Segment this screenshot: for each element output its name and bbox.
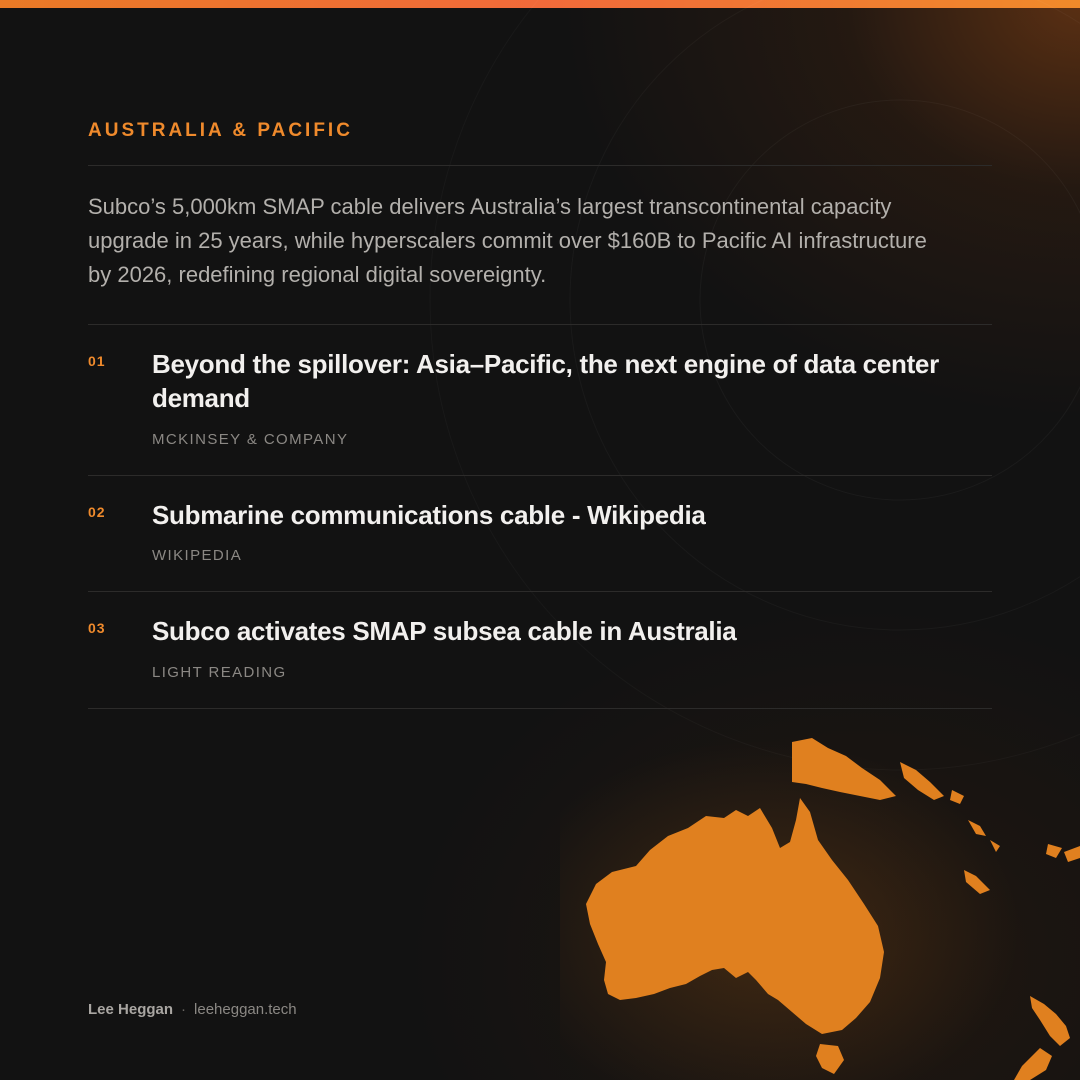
accent-bar — [0, 0, 1080, 8]
item-number: 01 — [88, 353, 106, 369]
divider — [88, 165, 992, 166]
footer-separator: · — [181, 1001, 187, 1018]
author-name: Lee Heggan — [88, 1001, 174, 1018]
region-heading: AUSTRALIA & PACIFIC — [88, 120, 353, 141]
divider — [88, 591, 992, 592]
article-title[interactable]: Submarine communications cable - Wikipedia — [152, 500, 706, 530]
divider — [88, 708, 992, 709]
summary-text: Subco’s 5,000km SMAP cable delivers Australia’s largest transcontinental capacity upgrade in 25 years, while hyperscalers commit over $160B to Pacific AI infrastructure by 2026, redefining regional digital sovereignty. — [88, 194, 927, 287]
divider — [88, 324, 992, 325]
website-link[interactable]: leeheggan.tech — [194, 1001, 297, 1018]
article-source: LIGHT READING — [152, 664, 287, 681]
item-number: 03 — [88, 620, 106, 636]
divider — [88, 475, 992, 476]
article-source: MCKINSEY & COMPANY — [152, 431, 349, 448]
australia-pacific-map — [560, 730, 1080, 1080]
footer — [88, 1001, 297, 1018]
item-number: 02 — [88, 504, 106, 520]
article-title[interactable]: Subco activates SMAP subsea cable in Australia — [152, 616, 737, 646]
article-source: WIKIPEDIA — [152, 547, 243, 564]
article-title[interactable]: Beyond the spillover: Asia–Pacific, the next engine of data center demand — [152, 349, 939, 413]
